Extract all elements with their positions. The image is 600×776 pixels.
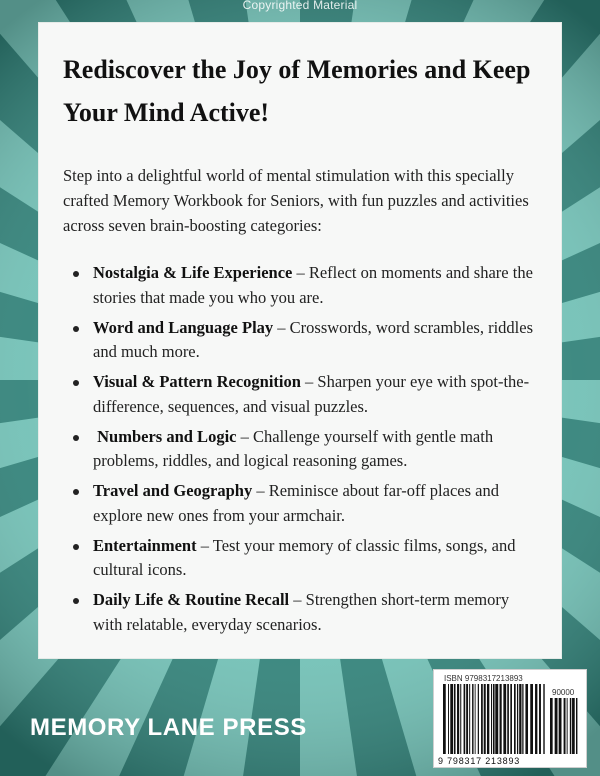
bullet-icon <box>73 271 79 277</box>
category-name: Word and Language Play <box>93 317 274 337</box>
barcode-bar <box>448 684 449 754</box>
category-item <box>69 370 539 419</box>
category-item <box>69 479 539 528</box>
barcode-bar <box>478 684 479 754</box>
publisher-name: MEMORY LANE PRESS <box>30 714 307 741</box>
barcode-bar <box>539 684 541 754</box>
bullet-icon <box>73 326 79 332</box>
barcode-bar <box>567 698 568 754</box>
barcode-bar <box>466 684 468 754</box>
category-item <box>69 534 539 583</box>
barcode-bar <box>503 684 506 754</box>
barcode-bar <box>519 684 521 754</box>
barcode-bar <box>481 684 483 754</box>
category-list <box>69 261 539 643</box>
category-description: – Reflect on moments and share the stories that made you who you are. <box>93 263 533 307</box>
category-name: Nostalgia & Life Experience <box>93 263 293 282</box>
barcode-bar <box>510 684 512 754</box>
barcode-bar <box>550 698 553 754</box>
bullet-icon <box>73 489 79 495</box>
ean-digits: 9 798317 213893 <box>438 756 521 766</box>
category-name: Entertainment <box>93 535 197 555</box>
isbn-label: ISBN 9798317213893 <box>444 674 523 683</box>
isbn-barcode-box <box>433 669 587 768</box>
barcode-bar <box>493 684 495 754</box>
bullet-icon <box>73 544 79 550</box>
category-description: – Sharpen your eye with spot-the-difference, sequences, and visual puzzles. <box>93 372 530 416</box>
barcode-bar <box>564 698 566 754</box>
bullet-icon <box>73 435 79 441</box>
category-item <box>69 261 539 310</box>
barcode-bar <box>495 684 498 754</box>
category-description: – Test your memory of classic films, songs, and cultural icons. <box>93 535 516 579</box>
barcode-bar <box>491 684 492 754</box>
category-name: Visual & Pattern Recognition <box>93 372 301 391</box>
category-name: Numbers and Logic <box>93 426 237 446</box>
category-description: – Challenge yourself with gentle math problems, riddles, and logical reasoning games. <box>93 426 494 470</box>
barcode-bar <box>457 684 459 754</box>
category-item <box>69 316 539 365</box>
barcode-bar <box>535 684 537 754</box>
category-item <box>69 588 539 637</box>
barcode-bar <box>484 684 486 754</box>
headline: Rediscover the Joy of Memories and Keep Your Mind Active! <box>63 55 531 127</box>
price-code: 90000 <box>552 688 575 697</box>
barcode-bar <box>469 684 470 754</box>
barcode-bars-icon <box>442 684 546 754</box>
barcode-bar <box>472 684 473 754</box>
barcode-bar <box>507 684 509 754</box>
barcode-bar <box>522 684 523 754</box>
barcode-bar <box>570 698 571 754</box>
copyright-watermark: Copyrighted Material <box>242 0 358 12</box>
barcode-bar <box>517 684 518 754</box>
category-name: Daily Life & Routine Recall <box>93 590 290 609</box>
barcode-bar <box>464 684 466 754</box>
barcode-bar <box>559 698 562 754</box>
barcode-bar <box>572 698 575 754</box>
category-item <box>69 425 539 474</box>
category-description: – Strengthen short-term memory with relatable, everyday scenarios. <box>93 590 510 634</box>
category-name: Travel and Geography <box>93 481 253 500</box>
barcode-bar <box>555 698 558 754</box>
barcode-bar <box>475 684 476 754</box>
back-cover-text-panel <box>38 22 562 659</box>
barcode-bar <box>530 684 533 754</box>
barcode-bar <box>450 684 453 754</box>
bullet-icon <box>73 598 79 604</box>
barcode-bar <box>576 698 577 754</box>
barcode-bar <box>460 684 461 754</box>
barcode-bar <box>525 684 528 754</box>
barcode-bar <box>543 684 544 754</box>
bullet-icon <box>73 380 79 386</box>
price-barcode-bars-icon <box>549 698 583 754</box>
barcode-bar <box>443 684 446 754</box>
barcode-bar <box>500 684 502 754</box>
barcode-bar <box>487 684 489 754</box>
intro-paragraph: Step into a delightful world of mental stimulation with this specially crafted Memory Workbook for Seniors, with fun puzzles and activities across seven brain-boosting categories: <box>63 166 529 235</box>
category-description: – Crosswords, word scrambles, riddles and much more. <box>93 317 534 361</box>
barcode-bar <box>454 684 456 754</box>
category-description: – Reminisce about far-off places and explore new ones from your armchair. <box>93 481 499 525</box>
barcode-bar <box>514 684 516 754</box>
